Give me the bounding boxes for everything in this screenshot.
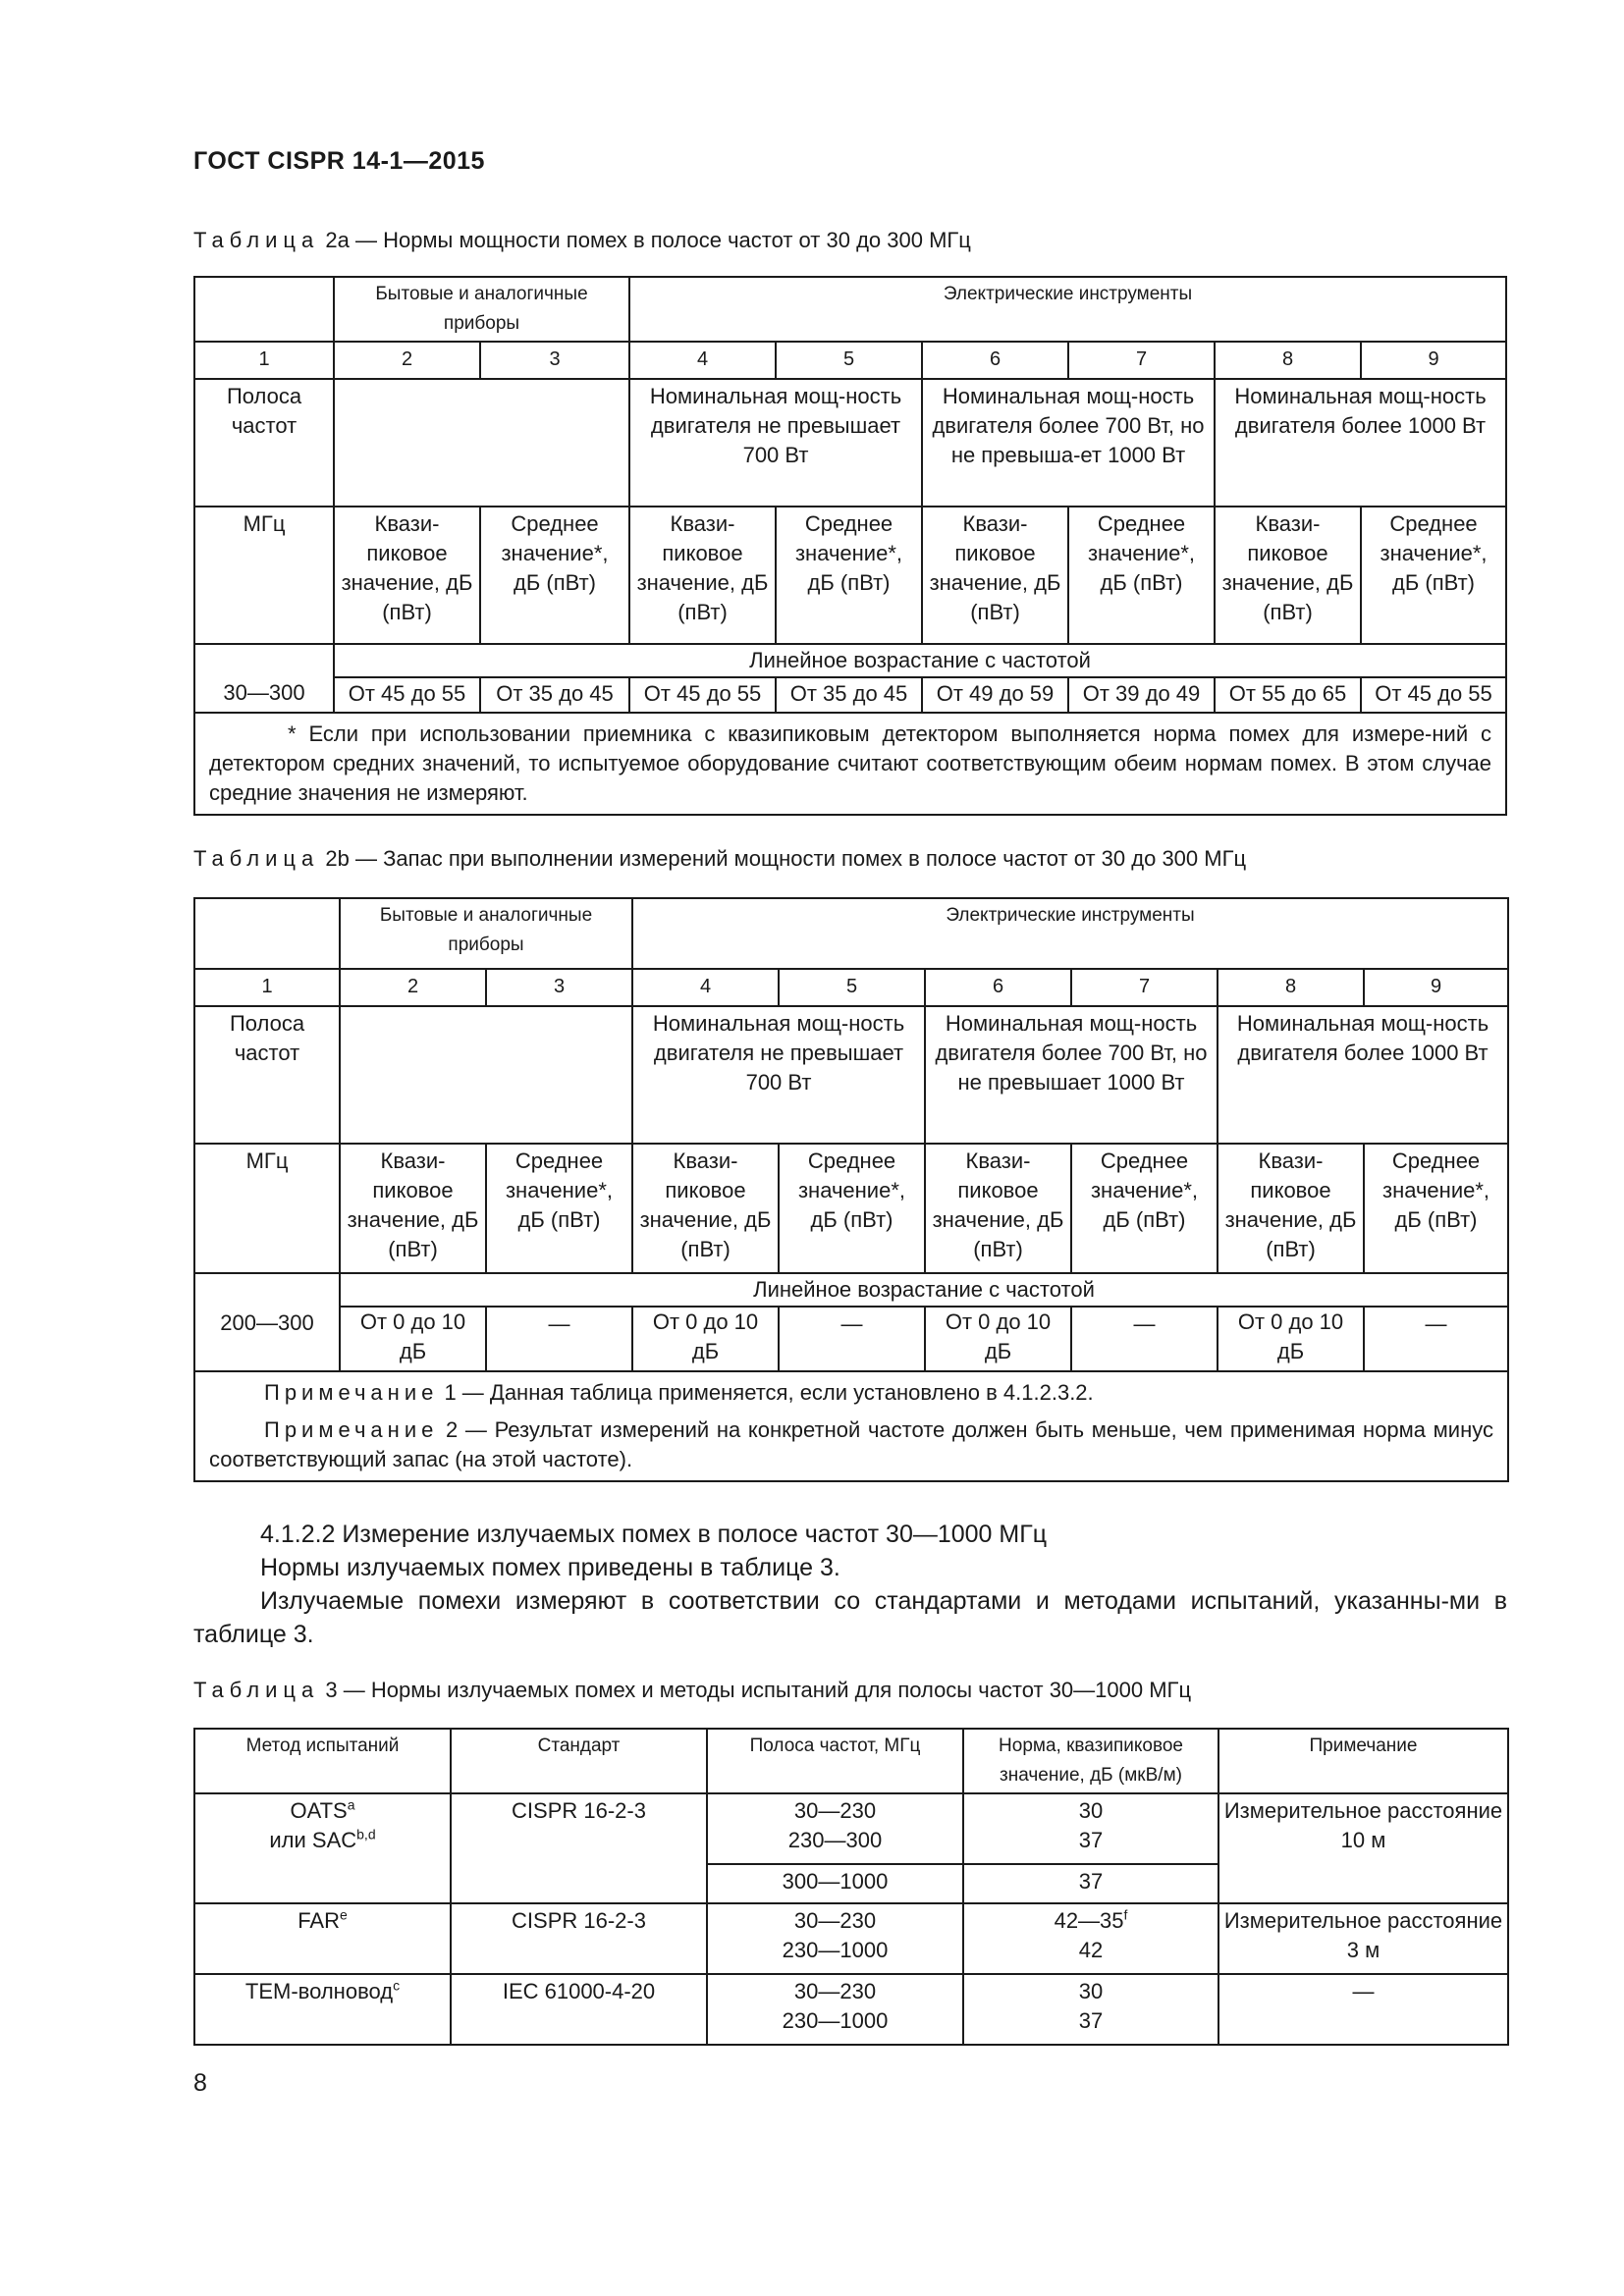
table-3-header: Стандарт xyxy=(451,1729,707,1793)
table-3-caption xyxy=(193,1678,1191,1703)
table-2b-value-cell: От 0 до 10 дБ xyxy=(1218,1307,1364,1371)
table-2b-freq-spacer xyxy=(194,1273,340,1307)
table-2b-power-range: Номинальная мощ-ность двигателя не превышает 700 Вт xyxy=(632,1006,925,1144)
limit-value: 37 xyxy=(1078,1828,1104,1852)
limit-value: 37 xyxy=(1078,2008,1104,2033)
table-2b xyxy=(193,897,1509,1482)
table-2b-power-range: Номинальная мощ-ность двигателя более 700 Вт, но не превышает 1000 Вт xyxy=(925,1006,1218,1144)
table-2a-band-label: Полоса частот xyxy=(194,379,334,507)
table-2b-col-number: 6 xyxy=(925,969,1071,1006)
table-2b-value-cell: — xyxy=(486,1307,632,1371)
table-3-band-cell xyxy=(707,1793,963,1864)
table-2a-value-cell: От 35 до 45 xyxy=(480,677,629,713)
table-3-standard-cell: CISPR 16-2-3 xyxy=(451,1793,707,1903)
caption-label: Таблица xyxy=(193,846,320,871)
table-2b-power-range: Номинальная мощ-ность двигателя более 1000 Вт xyxy=(1218,1006,1508,1144)
table-2a-col-number: 8 xyxy=(1215,342,1361,379)
band-value: 230—1000 xyxy=(782,1938,889,1962)
table-2b-value-cell: От 0 до 10 дБ xyxy=(340,1307,486,1371)
limit-value: 42 xyxy=(1078,1938,1104,1962)
note-text: 2 — Результат измерений на конкретной частоте должен быть меньше, чем применимая норма минус соответствующий запас (на этой частоте). xyxy=(209,1417,1494,1471)
footnote-mark: c xyxy=(393,1977,401,1994)
footnote-mark: f xyxy=(1123,1906,1128,1923)
limit-value: 30 xyxy=(1078,1798,1104,1823)
table-2a-value-cell: От 49 до 59 xyxy=(922,677,1068,713)
table-2a xyxy=(193,276,1507,816)
table-2b-note-1 xyxy=(209,1378,1493,1408)
table-3-band-cell xyxy=(707,1903,963,1974)
table-2b-value-cell: От 0 до 10 дБ xyxy=(632,1307,779,1371)
table-3-note-cell: — xyxy=(1218,1974,1508,2045)
table-2b-average-header: Среднее значение*, дБ (пВт) xyxy=(1364,1144,1508,1273)
table-2b-notes xyxy=(194,1371,1508,1481)
note-label: Примечание xyxy=(264,1417,439,1442)
table-2b-col-number: 4 xyxy=(632,969,779,1006)
table-2a-col-number: 4 xyxy=(629,342,776,379)
table-3-limit-cell xyxy=(963,1903,1218,1974)
table-2a-col-number: 3 xyxy=(480,342,629,379)
table-2b-col-number: 7 xyxy=(1071,969,1218,1006)
limit-range: 42—35 xyxy=(1054,1908,1124,1933)
table-2b-note-2 xyxy=(209,1415,1493,1474)
footnote-mark: a xyxy=(347,1796,355,1813)
table-2b-empty-cell xyxy=(340,1006,632,1144)
table-2a-power-range: Номинальная мощ-ность двигателя более 1000 Вт xyxy=(1215,379,1506,507)
method-oats: OATS xyxy=(290,1798,348,1823)
table-2a-quasi-peak-header: Квази-пиковое значение, дБ (пВт) xyxy=(1215,507,1361,644)
table-3-band-cell xyxy=(707,1974,963,2045)
table-2b-col-number: 2 xyxy=(340,969,486,1006)
table-2b-value-cell: От 0 до 10 дБ xyxy=(925,1307,1071,1371)
table-2a-unit: МГц xyxy=(194,507,334,644)
table-2b-value-cell: — xyxy=(1071,1307,1218,1371)
band-value: 30—230 xyxy=(793,1908,877,1933)
page-number: 8 xyxy=(193,2069,207,2097)
note-text: 1 — Данная таблица применяется, если установлено в 4.1.2.3.2. xyxy=(438,1380,1094,1405)
table-2a-average-header: Среднее значение*, дБ (пВт) xyxy=(480,507,629,644)
method-sac: или SAC xyxy=(269,1828,357,1852)
body-paragraph: Нормы излучаемых помех приведены в таблице 3. xyxy=(260,1554,840,1581)
table-2a-value-cell: От 35 до 45 xyxy=(776,677,922,713)
table-2b-quasi-peak-header: Квази-пиковое значение, дБ (пВт) xyxy=(925,1144,1071,1273)
table-2a-empty-cell xyxy=(334,379,629,507)
table-2a-average-header: Среднее значение*, дБ (пВт) xyxy=(776,507,922,644)
table-2a-col-number: 1 xyxy=(194,342,334,379)
table-2b-col-number: 8 xyxy=(1218,969,1364,1006)
table-3-note-cell: Измерительное расстояние 3 м xyxy=(1218,1903,1508,1974)
band-value: 30—230 xyxy=(793,1798,877,1823)
table-2a-col-number: 2 xyxy=(334,342,480,379)
footnote-mark: e xyxy=(340,1906,348,1923)
caption-label: Таблица xyxy=(193,1678,320,1702)
table-2b-col-number: 9 xyxy=(1364,969,1508,1006)
body-paragraph: Излучаемые помехи измеряют в соответствии со стандартами и методами испытаний, указанны-ми в таблице 3. xyxy=(193,1587,1507,1648)
table-2b-row-freq: 200—300 xyxy=(194,1307,340,1371)
table-2a-value-cell: От 55 до 65 xyxy=(1215,677,1361,713)
footnote-mark: b,d xyxy=(356,1826,376,1842)
table-2a-quasi-peak-header: Квази-пиковое значение, дБ (пВт) xyxy=(922,507,1068,644)
table-3-header: Метод испытаний xyxy=(194,1729,451,1793)
table-2b-value-cell: — xyxy=(779,1307,925,1371)
caption-text: 2b — Запас при выполнении измерений мощности помех в полосе частот от 30 до 300 МГц xyxy=(319,846,1247,871)
table-2b-corner-cell xyxy=(194,898,340,969)
table-2a-col-number: 7 xyxy=(1068,342,1215,379)
table-2b-caption xyxy=(193,846,1246,872)
table-2a-row-freq: 30—300 xyxy=(194,677,334,713)
table-2b-unit: МГц xyxy=(194,1144,340,1273)
table-3-limit-cell xyxy=(963,1974,1218,2045)
table-2a-linear-note: Линейное возрастание с частотой xyxy=(334,644,1506,677)
table-3-band-cell: 300—1000 xyxy=(707,1864,963,1903)
table-2b-average-header: Среднее значение*, дБ (пВт) xyxy=(486,1144,632,1273)
band-value: 230—300 xyxy=(787,1828,883,1852)
band-value: 30—230 xyxy=(793,1979,877,2003)
table-2a-power-range: Номинальная мощ-ность двигателя более 700 Вт, но не превыша-ет 1000 Вт xyxy=(922,379,1215,507)
table-2a-col-number: 6 xyxy=(922,342,1068,379)
table-3-limit-cell: 37 xyxy=(963,1864,1218,1903)
document-header: ГОСТ CISPR 14-1—2015 xyxy=(193,147,485,175)
table-2a-quasi-peak-header: Квази-пиковое значение, дБ (пВт) xyxy=(334,507,480,644)
note-label: Примечание xyxy=(264,1380,439,1405)
caption-text: 3 — Нормы излучаемых помех и методы испытаний для полосы частот 30—1000 МГц xyxy=(319,1678,1192,1702)
table-2b-quasi-peak-header: Квази-пиковое значение, дБ (пВт) xyxy=(1218,1144,1364,1273)
table-2a-corner-cell xyxy=(194,277,334,342)
table-2b-band-label: Полоса частот xyxy=(194,1006,340,1144)
table-2b-group-tools: Электрические инструменты xyxy=(632,898,1508,969)
table-3-method-cell xyxy=(194,1903,451,1974)
table-2a-value-cell: От 45 до 55 xyxy=(334,677,480,713)
table-2a-freq-spacer xyxy=(194,644,334,677)
table-2b-average-header: Среднее значение*, дБ (пВт) xyxy=(1071,1144,1218,1273)
method-tem: ТЕМ-волновод xyxy=(244,1979,394,2003)
section-heading: 4.1.2.2 Измерение излучаемых помех в полосе частот 30—1000 МГц xyxy=(260,1521,1048,1548)
table-2b-col-number: 5 xyxy=(779,969,925,1006)
table-2a-caption xyxy=(193,228,971,253)
body-text xyxy=(193,1518,1507,1651)
table-3-limit-cell xyxy=(963,1793,1218,1864)
table-2a-average-header: Среднее значение*, дБ (пВт) xyxy=(1361,507,1506,644)
table-2a-value-cell: От 45 до 55 xyxy=(1361,677,1506,713)
table-2b-col-number: 3 xyxy=(486,969,632,1006)
caption-text: 2a — Нормы мощности помех в полосе частот от 30 до 300 МГц xyxy=(319,228,971,252)
caption-label: Таблица xyxy=(193,228,320,252)
table-2b-quasi-peak-header: Квази-пиковое значение, дБ (пВт) xyxy=(340,1144,486,1273)
table-2b-col-number: 1 xyxy=(194,969,340,1006)
method-far: FAR xyxy=(298,1908,340,1933)
table-2a-group-tools: Электрические инструменты xyxy=(629,277,1506,342)
table-2b-linear-note: Линейное возрастание с частотой xyxy=(340,1273,1508,1307)
limit-value xyxy=(968,1906,1214,1936)
table-2a-value-cell: От 39 до 49 xyxy=(1068,677,1215,713)
table-2a-col-number: 5 xyxy=(776,342,922,379)
table-3-header: Примечание xyxy=(1218,1729,1508,1793)
table-2a-group-household: Бытовые и аналогичные приборы xyxy=(334,277,629,342)
table-2b-quasi-peak-header: Квази-пиковое значение, дБ (пВт) xyxy=(632,1144,779,1273)
limit-value: 30 xyxy=(1078,1979,1104,2003)
table-2a-footnote: * Если при использовании приемника с квазипиковым детектором выполняется норма помех для измере-ний с детектором средних значений, то испытуемое оборудование считают соответствующим обеим нормам помех. В этом случае средние значения не измеряют. xyxy=(194,713,1506,815)
table-2a-quasi-peak-header: Квази-пиковое значение, дБ (пВт) xyxy=(629,507,776,644)
table-2b-value-cell: — xyxy=(1364,1307,1508,1371)
table-2a-value-cell: От 45 до 55 xyxy=(629,677,776,713)
table-2a-power-range: Номинальная мощ-ность двигателя не превышает 700 Вт xyxy=(629,379,922,507)
table-3 xyxy=(193,1728,1509,2046)
table-3-standard-cell: CISPR 16-2-3 xyxy=(451,1903,707,1974)
table-3-method-cell xyxy=(194,1793,451,1903)
table-3-method-cell xyxy=(194,1974,451,2045)
table-3-note-cell: Измерительное расстояние 10 м xyxy=(1218,1793,1508,1903)
table-2b-average-header: Среднее значение*, дБ (пВт) xyxy=(779,1144,925,1273)
table-3-standard-cell: IEC 61000-4-20 xyxy=(451,1974,707,2045)
table-2a-col-number: 9 xyxy=(1361,342,1506,379)
table-3-header: Полоса частот, МГц xyxy=(707,1729,963,1793)
table-2b-group-household: Бытовые и аналогичные приборы xyxy=(340,898,632,969)
table-2a-average-header: Среднее значение*, дБ (пВт) xyxy=(1068,507,1215,644)
band-value: 230—1000 xyxy=(782,2008,889,2033)
table-3-header: Норма, квазипиковое значение, дБ (мкВ/м) xyxy=(963,1729,1218,1793)
